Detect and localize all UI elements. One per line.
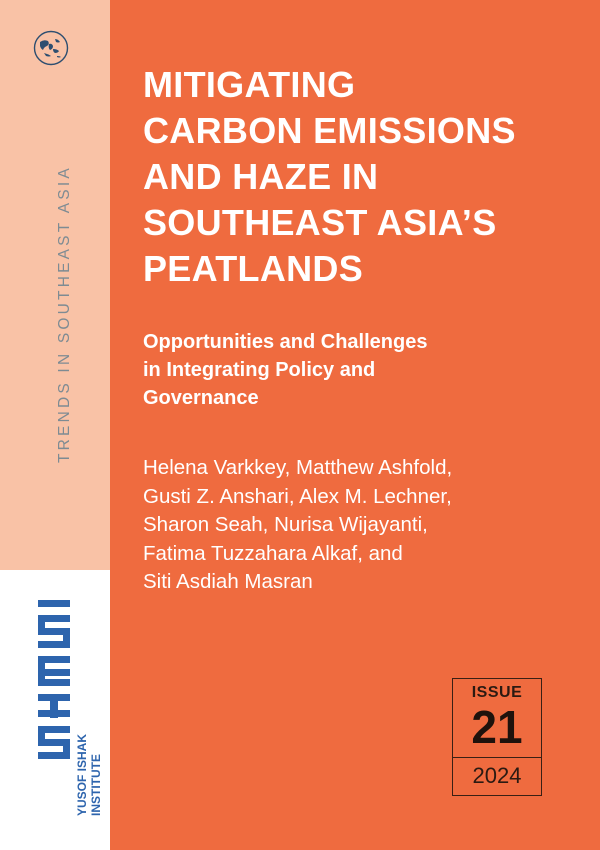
publisher-name-line1: YUSOF ISHAK	[75, 733, 89, 816]
author-line: Sharon Seah, Nurisa Wijayanti,	[143, 513, 428, 537]
author-line: Gusti Z. Anshari, Alex M. Lechner,	[143, 484, 452, 508]
iseas-publisher-logo	[34, 596, 104, 820]
book-title-line: CARBON EMISSIONS	[143, 110, 516, 151]
book-subtitle-line: Governance	[143, 387, 259, 409]
book-title-line: SOUTHEAST ASIA’S	[143, 202, 497, 243]
book-title-line: AND HAZE IN	[143, 156, 379, 197]
issue-label: ISSUE	[471, 684, 523, 701]
issue-year: 2024	[472, 763, 522, 788]
issue-badge	[452, 678, 542, 796]
author-line: Helena Varkkey, Matthew Ashfold,	[143, 456, 453, 479]
author-line: Siti Asdiah Masran	[143, 570, 313, 594]
book-subtitle-line: Opportunities and Challenges	[143, 331, 428, 353]
publisher-name-line2: INSTITUTE	[89, 754, 103, 816]
author-list	[143, 454, 563, 597]
globe-emblem-icon	[33, 30, 69, 66]
book-title-line: PEATLANDS	[143, 248, 364, 289]
book-title-line: MITIGATING	[143, 64, 356, 105]
book-subtitle-line: in Integrating Policy and	[143, 359, 376, 381]
series-title-vertical	[56, 96, 96, 466]
issue-divider	[453, 757, 541, 758]
author-line: Fatima Tuzzahara Alkaf, and	[143, 541, 403, 565]
book-subtitle	[143, 328, 563, 412]
book-title	[143, 62, 583, 292]
series-title-text: TRENDS IN SOUTHEAST ASIA	[56, 165, 73, 463]
issue-number: 21	[471, 701, 523, 753]
